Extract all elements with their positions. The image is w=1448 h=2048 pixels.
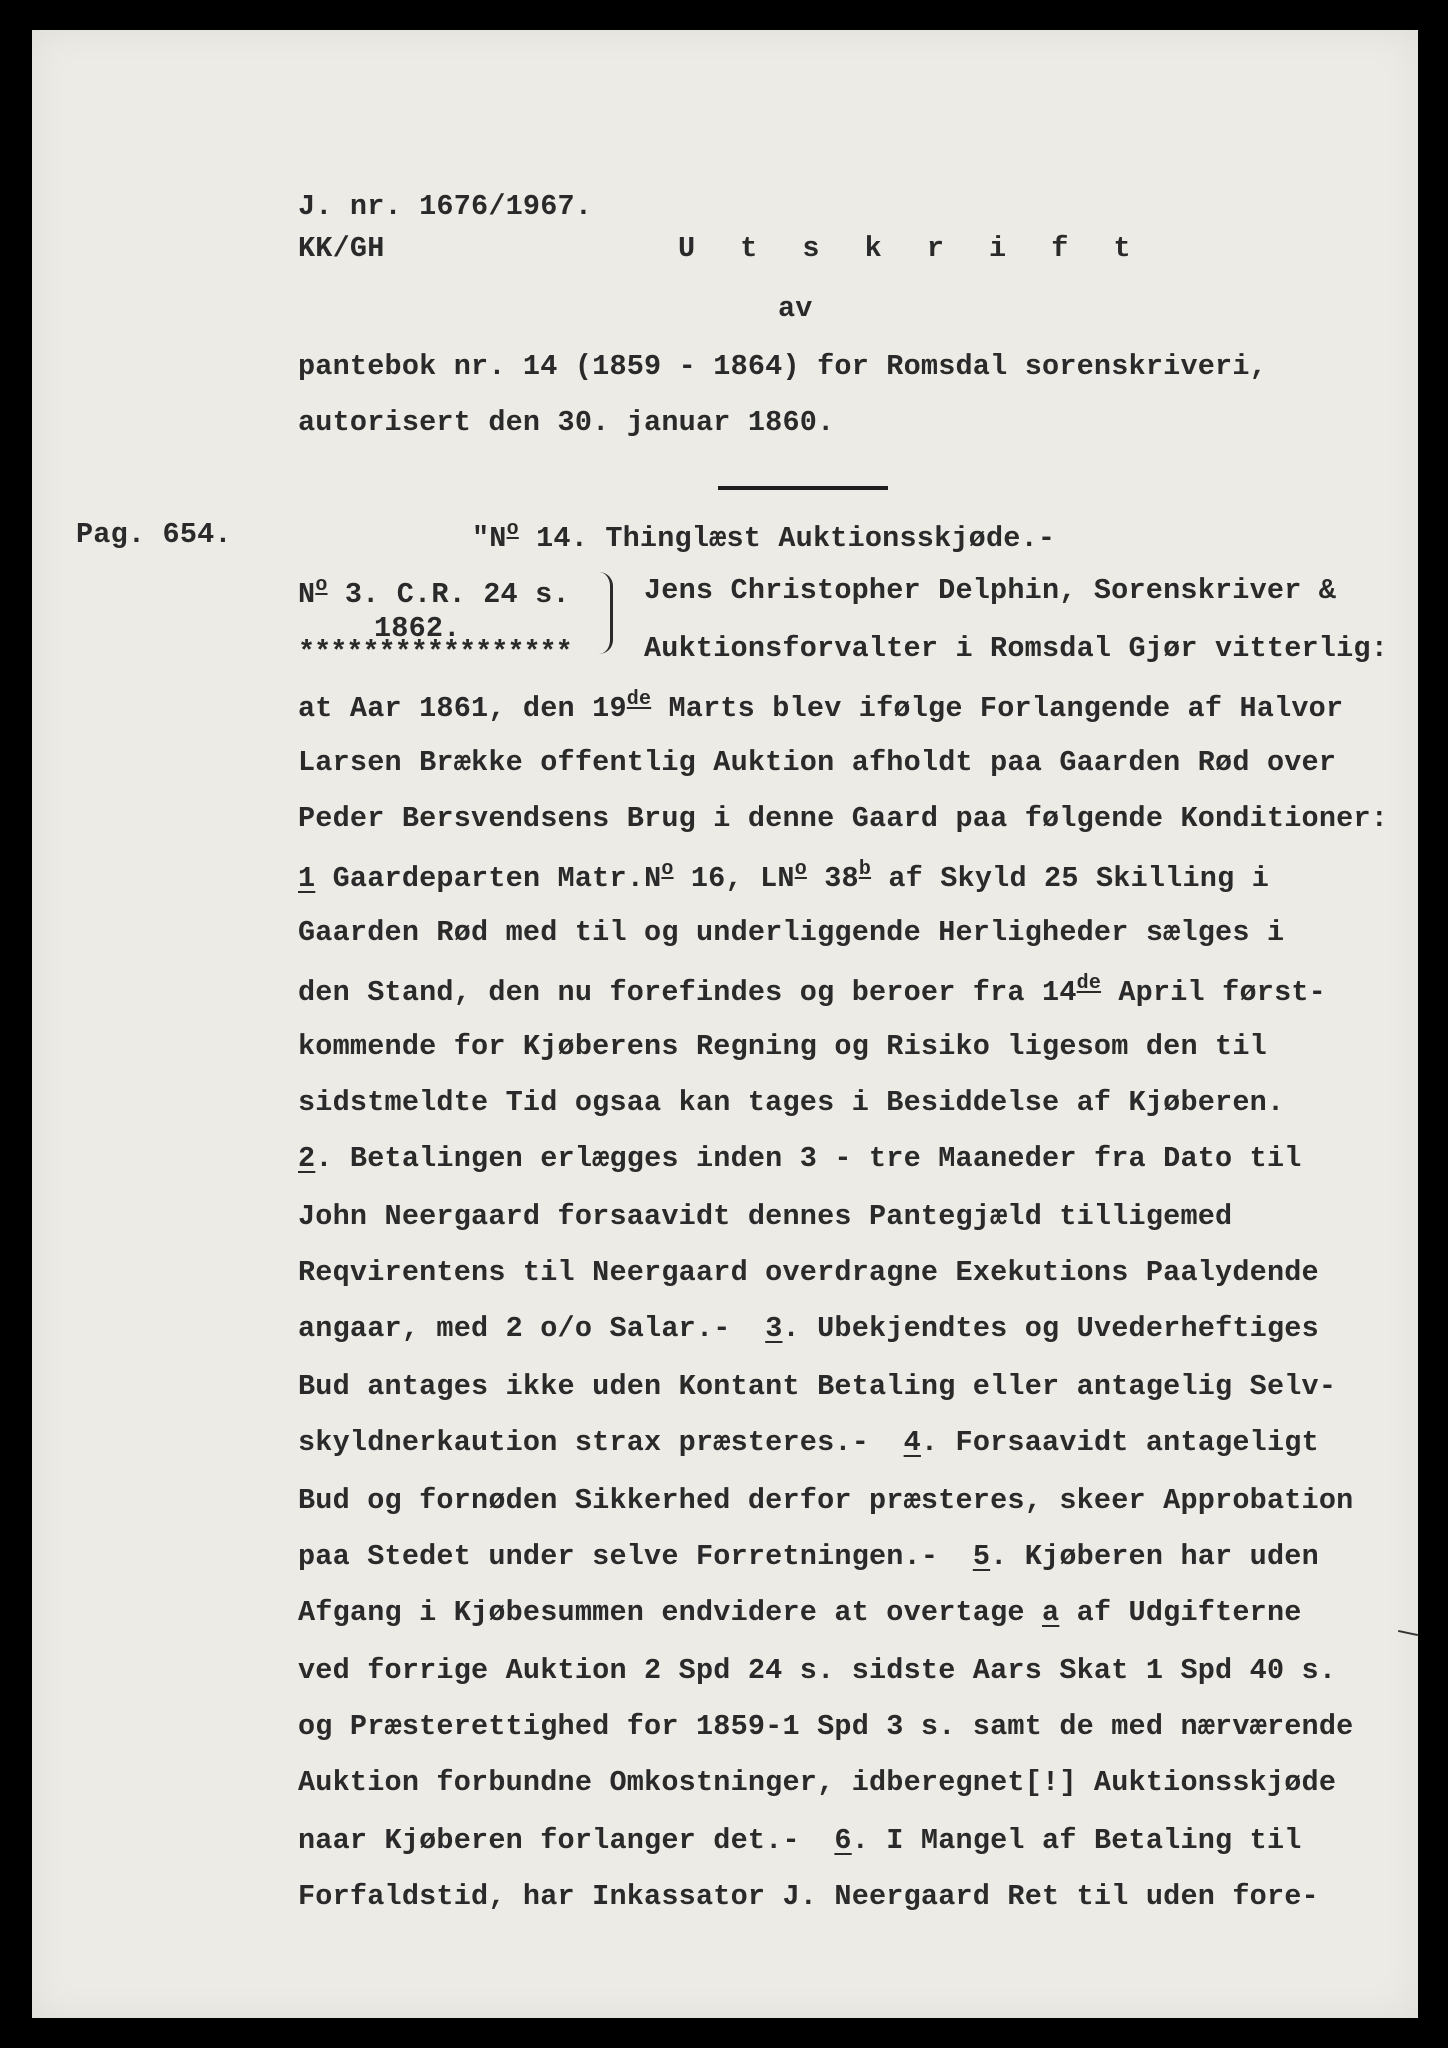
page-reference: Pag. 654. [76, 518, 232, 551]
body-text: den Stand, den nu forefindes og beroer fra 14 [298, 976, 1077, 1009]
body-text: paa Stedet under selve Forretningen.- [298, 1540, 973, 1573]
body-line-2: Auktionsforvalter i Romsdal Gjør vitterlig: [644, 632, 1389, 665]
body-line-4: Larsen Brække offentlig Auktion afholdt paa Gaarden Rød over [298, 746, 1337, 779]
body-line-20: ved forrige Auktion 2 Spd 24 s. sidste Aars Skat 1 Spd 40 s. [298, 1654, 1337, 1687]
title-av: av [778, 292, 813, 325]
ordinal-o: o [794, 858, 807, 881]
body-text: af Udgifterne [1059, 1596, 1302, 1629]
body-text: Marts blev ifølge Forlangende af Halvor [651, 692, 1344, 725]
reference-line-2: 1862. [374, 612, 461, 645]
body-line-8 [298, 972, 1326, 1009]
reference-text: 3. C.R. 24 s. [344, 578, 570, 611]
body-line-22: Auktion forbundne Omkostninger, idberegnet[!] Auktionsskjøde [298, 1766, 1337, 1799]
reference-asterisks: ***************** [298, 636, 572, 669]
ordinal-o: o [661, 858, 674, 881]
item-number: 4 [903, 1426, 921, 1459]
item-number: 1 [298, 862, 316, 895]
body-line-19 [298, 1596, 1302, 1629]
body-line-12: John Neergaard forsaavidt dennes Pantegjæld tilligemed [298, 1200, 1233, 1233]
source-line-2: autorisert den 30. januar 1860. [298, 406, 835, 439]
ordinal-b: b [858, 858, 872, 881]
ordinal-de: de [1076, 972, 1102, 995]
body-line-13: Reqvirentens til Neergaard overdragne Exekutions Paalydende [298, 1256, 1319, 1289]
underlined-letter: a [1042, 1596, 1060, 1629]
body-text: naar Kjøberen forlanger det.- [298, 1824, 835, 1857]
ordinal-o: o [315, 574, 328, 597]
body-text: . I Mangel af Betaling til [851, 1824, 1302, 1857]
item-number: 6 [834, 1824, 852, 1857]
item-number: 2 [298, 1142, 316, 1175]
body-text: . Kjøberen har uden [990, 1540, 1319, 1573]
body-line-1: Jens Christopher Delphin, Sorenskriver & [644, 574, 1337, 607]
body-text: 16, LN [673, 862, 795, 895]
body-line-3 [298, 688, 1343, 725]
body-text: 38 [806, 862, 859, 895]
body-line-14 [298, 1312, 1319, 1345]
journal-number: J. nr. 1676/1967. [298, 190, 593, 223]
source-line-1: pantebok nr. 14 (1859 - 1864) for Romsdal sorenskriveri, [298, 350, 1267, 383]
body-line-5: Peder Bersvendsens Brug i denne Gaard paa følgende Konditioner: [298, 802, 1389, 835]
body-line-9: kommende for Kjøberens Regning og Risiko ligesom den til [298, 1030, 1267, 1063]
body-line-7: Gaarden Rød med til og underliggende Herligheder sælges i [298, 916, 1285, 949]
reference-line-1 [298, 574, 570, 611]
body-text: at Aar 1861, den 19 [298, 692, 627, 725]
body-line-6 [298, 858, 1269, 895]
body-line-24: Forfaldstid, har Inkassator J. Neergaard Ret til uden fore- [298, 1880, 1319, 1913]
ordinal-o: o [506, 518, 519, 541]
brace-mark [592, 572, 613, 654]
body-text: skyldnerkaution strax præsteres.- [298, 1426, 904, 1459]
body-line-15: Bud antages ikke uden Kontant Betaling eller antagelig Selv- [298, 1370, 1337, 1403]
heading-prefix: "N [472, 522, 507, 555]
body-text: Gaardeparten Matr.N [315, 862, 662, 895]
body-text: . Forsaavidt antageligt [920, 1426, 1319, 1459]
item-number: 3 [765, 1312, 783, 1345]
body-line-21: og Præsterettighed for 1859-1 Spd 3 s. samt de med nærværende [298, 1710, 1354, 1743]
ordinal-de: de [626, 688, 652, 711]
body-line-16 [298, 1426, 1319, 1459]
body-line-17: Bud og fornøden Sikkerhed derfor præsteres, skeer Approbation [298, 1484, 1354, 1517]
body-line-18 [298, 1540, 1319, 1573]
body-line-23 [298, 1824, 1302, 1857]
item-number: 5 [972, 1540, 991, 1573]
body-text: . Betalingen erlægges inden 3 - tre Maaneder fra Dato til [315, 1142, 1302, 1175]
initials: KK/GH [298, 232, 385, 265]
no-symbol: N [298, 578, 316, 611]
body-line-11 [298, 1142, 1302, 1175]
heading-text: 14. Thinglæst Auktionsskjøde.- [518, 522, 1056, 555]
body-text: April først- [1101, 976, 1326, 1009]
body-text: angaar, med 2 o/o Salar.- [298, 1312, 766, 1345]
divider-rule [718, 486, 888, 490]
entry-heading [472, 518, 1055, 555]
body-text: af Skyld 25 Skilling i [871, 862, 1269, 895]
body-line-10: sidstmeldte Tid ogsaa kan tages i Besiddelse af Kjøberen. [298, 1086, 1285, 1119]
body-text: . Ubekjendtes og Uvederheftiges [782, 1312, 1319, 1345]
document-title: U t s k r i f t [678, 232, 1145, 265]
body-text: Afgang i Kjøbesummen endvidere at overtage [298, 1596, 1043, 1629]
